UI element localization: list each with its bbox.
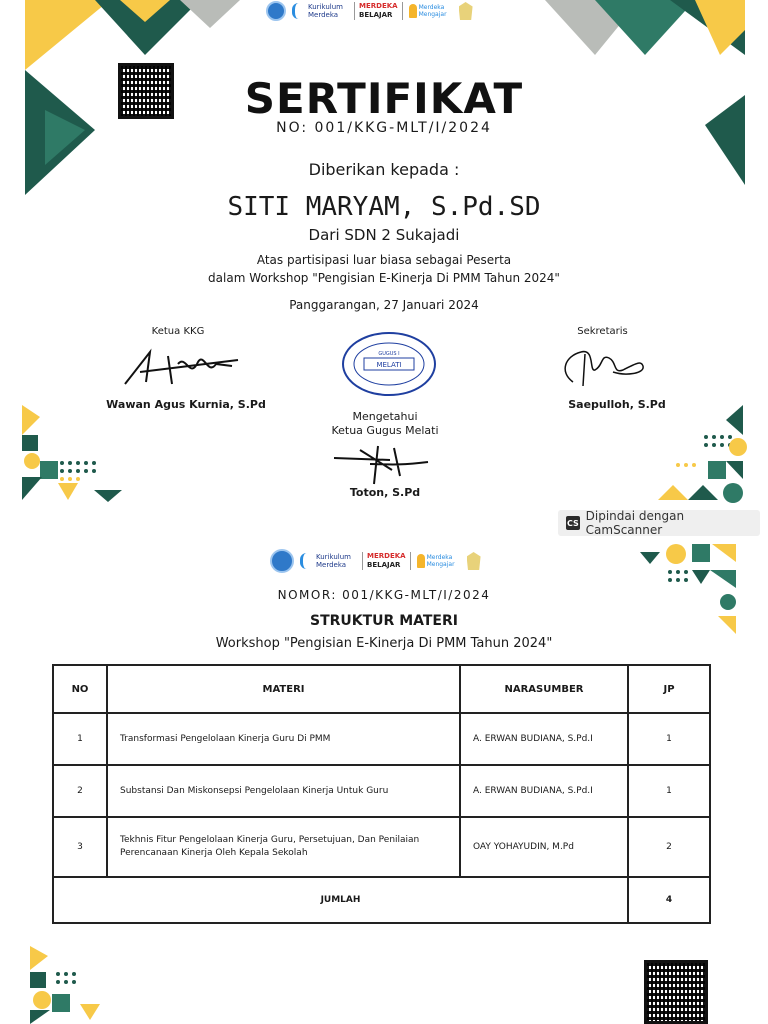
- merdeka-belajar-bottom-2: BELAJAR: [367, 561, 401, 569]
- sign-mid-name: Toton, S.Pd: [349, 486, 421, 499]
- given-to-label: Diberikan kepada :: [308, 160, 460, 179]
- row-materi: Tekhnis Fitur Pengelolaan Kinerja Guru, Persetujuan, Dan Penilaian Perencanaan Kinerja Oleh Kepala Sekolah: [107, 817, 460, 877]
- kkg-stamp: [340, 330, 438, 398]
- stamp-gugus: GUGUS I: [378, 351, 400, 357]
- certificate-number: NO: 001/KKG-MLT/I/2024: [276, 120, 492, 136]
- description-line-1: Atas partisipasi luar biasa sebagai Peserta: [256, 253, 512, 267]
- signature-left: [120, 342, 245, 394]
- camscanner-icon: CS: [566, 516, 580, 530]
- sign-mid-role-1: Mengetahui: [352, 410, 418, 423]
- merdeka-mengajar-label: Merdeka Mengajar: [418, 4, 447, 18]
- table-row: [53, 817, 710, 877]
- merdeka-mengajar-label-2: Merdeka Mengajar: [426, 554, 455, 568]
- row-no: 1: [53, 713, 107, 765]
- page2-number: NOMOR: 001/KKG-MLT/I/2024: [277, 588, 491, 602]
- sign-mid-role-2: Ketua Gugus Melati: [331, 424, 439, 437]
- camscanner-watermark: [558, 510, 760, 536]
- merdeka-belajar-logo-2: [362, 552, 411, 570]
- merdeka-belajar-top: MERDEKA: [359, 2, 398, 10]
- sign-left-role: Ketua KKG: [151, 326, 205, 337]
- col-narasumber: NARASUMBER: [460, 665, 628, 713]
- kurikulum-merdeka-logo: [292, 3, 348, 19]
- row-jp: 1: [628, 713, 710, 765]
- kurikulum-label: Kurikulum Merdeka: [308, 3, 343, 19]
- row-materi: Transformasi Pengelolaan Kinerja Guru Di PMM: [107, 713, 460, 765]
- decor-bottom-left: [30, 944, 140, 1024]
- recipient-name: SITI MARYAM, S.Pd.SD: [227, 192, 541, 222]
- row-narasumber: A. ERWAN BUDIANA, S.Pd.I: [460, 713, 628, 765]
- col-materi: MATERI: [107, 665, 460, 713]
- merdeka-belajar-top-2: MERDEKA: [367, 552, 406, 560]
- col-no: NO: [53, 665, 107, 713]
- row-no: 3: [53, 817, 107, 877]
- stamp-center: MELATI: [376, 361, 402, 369]
- merdeka-mengajar-logo-2: [417, 554, 461, 568]
- table-total-row: [53, 877, 710, 923]
- tut-wuri-logo-2: [270, 549, 294, 573]
- table-row: [53, 765, 710, 817]
- row-jp: 2: [628, 817, 710, 877]
- table-header-row: [53, 665, 710, 713]
- tut-wuri-logo: [266, 1, 286, 21]
- row-no: 2: [53, 765, 107, 817]
- certificate-title: SERTIFIKAT: [244, 74, 524, 123]
- merdeka-belajar-logo: [354, 2, 403, 20]
- merdeka-mengajar-logo: [409, 4, 453, 18]
- page2-heading: STRUKTUR MATERI: [310, 613, 458, 629]
- table-row: [53, 713, 710, 765]
- place-date: Panggarangan, 27 Januari 2024: [289, 298, 479, 312]
- sign-left-name: Wawan Agus Kurnia, S.Pd: [106, 398, 266, 411]
- sign-right-role: Sekretaris: [577, 326, 628, 337]
- description-line-2: dalam Workshop "Pengisian E-Kinerja Di PMM Tahun 2024": [208, 271, 560, 285]
- header-logos: [266, 0, 473, 22]
- merdeka-belajar-bottom: BELAJAR: [359, 11, 393, 19]
- regency-crest-logo: [459, 2, 473, 20]
- signature-right: [555, 342, 650, 392]
- recipient-school: Dari SDN 2 Sukajadi: [308, 226, 460, 244]
- row-materi: Substansi Dan Miskonsepsi Pengelolaan Kinerja Untuk Guru: [107, 765, 460, 817]
- sign-right-name: Saepulloh, S.Pd: [568, 398, 666, 411]
- camscanner-label: Dipindai dengan CamScanner: [585, 509, 685, 537]
- kurikulum-merdeka-logo-2: [300, 553, 356, 569]
- decor-mid-right: [648, 405, 748, 505]
- decor-mid-left: [22, 405, 132, 505]
- row-jp: 1: [628, 765, 710, 817]
- kurikulum-label-2: Kurikulum Merdeka: [316, 553, 351, 569]
- page2-subheading: Workshop "Pengisian E-Kinerja Di PMM Tahun 2024": [215, 636, 553, 651]
- total-label: JUMLAH: [53, 877, 628, 923]
- qr-code-bottom: [644, 960, 708, 1024]
- total-value: 4: [628, 877, 710, 923]
- materi-table: [52, 664, 711, 924]
- col-jp: JP: [628, 665, 710, 713]
- row-narasumber: OAY YOHAYUDIN, M.Pd: [460, 817, 628, 877]
- header-logos-page2: [270, 548, 481, 574]
- signature-middle: [330, 440, 435, 490]
- regency-crest-logo-2: [467, 552, 481, 570]
- row-narasumber: A. ERWAN BUDIANA, S.Pd.I: [460, 765, 628, 817]
